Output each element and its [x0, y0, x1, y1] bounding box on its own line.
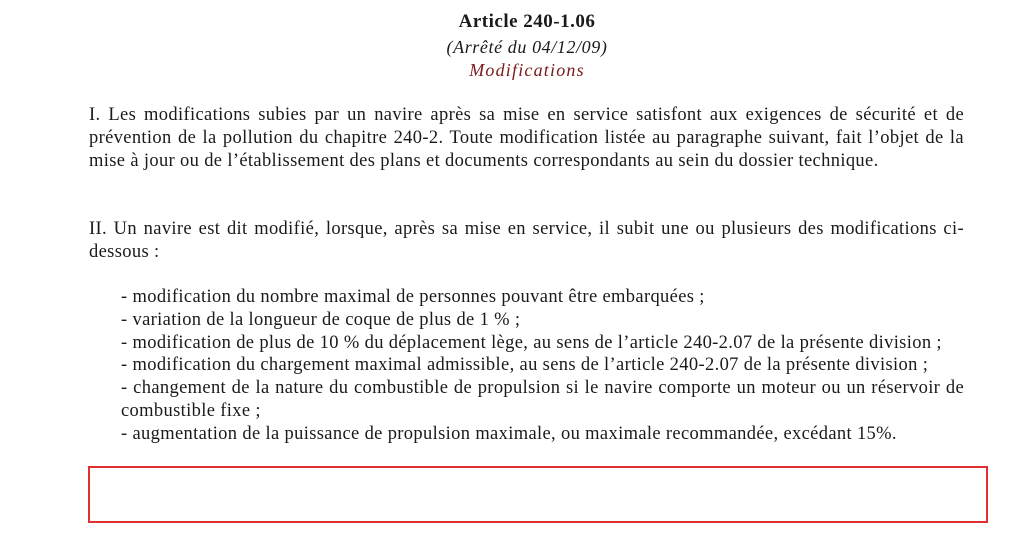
list-item-highlighted: - augmentation de la puissance de propulsion maximale, ou maximale recommandée, excédant 15%.: [121, 423, 897, 444]
paragraph-2: II. Un navire est dit modifié, lorsque, après sa mise en service, il subit une ou plusieurs des modifications ci-dessous :: [89, 219, 964, 262]
modifications-list: [121, 286, 964, 446]
decree-reference: (Arrêté du 04/12/09): [446, 37, 608, 57]
list-item: - modification du chargement maximal admissible, au sens de l’article 240-2.07 de la présente division ;: [121, 355, 929, 376]
list-item: - variation de la longueur de coque de plus de 1 % ;: [121, 309, 521, 330]
section-title: Modifications: [469, 60, 585, 80]
list-item: - modification de plus de 10 % du déplacement lège, au sens de l’article 240-2.07 de la présente division ;: [121, 332, 942, 353]
highlight-box: [88, 466, 988, 523]
paragraph-1: I. Les modifications subies par un navire après sa mise en service satisfont aux exigences de sécurité et de prévention de la pollution du chapitre 240-2. Toute modification listée au paragraphe suivant, fait l’objet de la mise à jour ou de l’établissement des plans et documents correspondants au sein du dossier technique.: [89, 105, 964, 171]
list-item: - changement de la nature du combustible de propulsion si le navire comporte un moteur ou un réservoir de combustible fixe ;: [121, 378, 964, 421]
list-item: - modification du nombre maximal de personnes pouvant être embarquées ;: [121, 287, 705, 307]
article-title: Article 240-1.06: [458, 11, 596, 32]
